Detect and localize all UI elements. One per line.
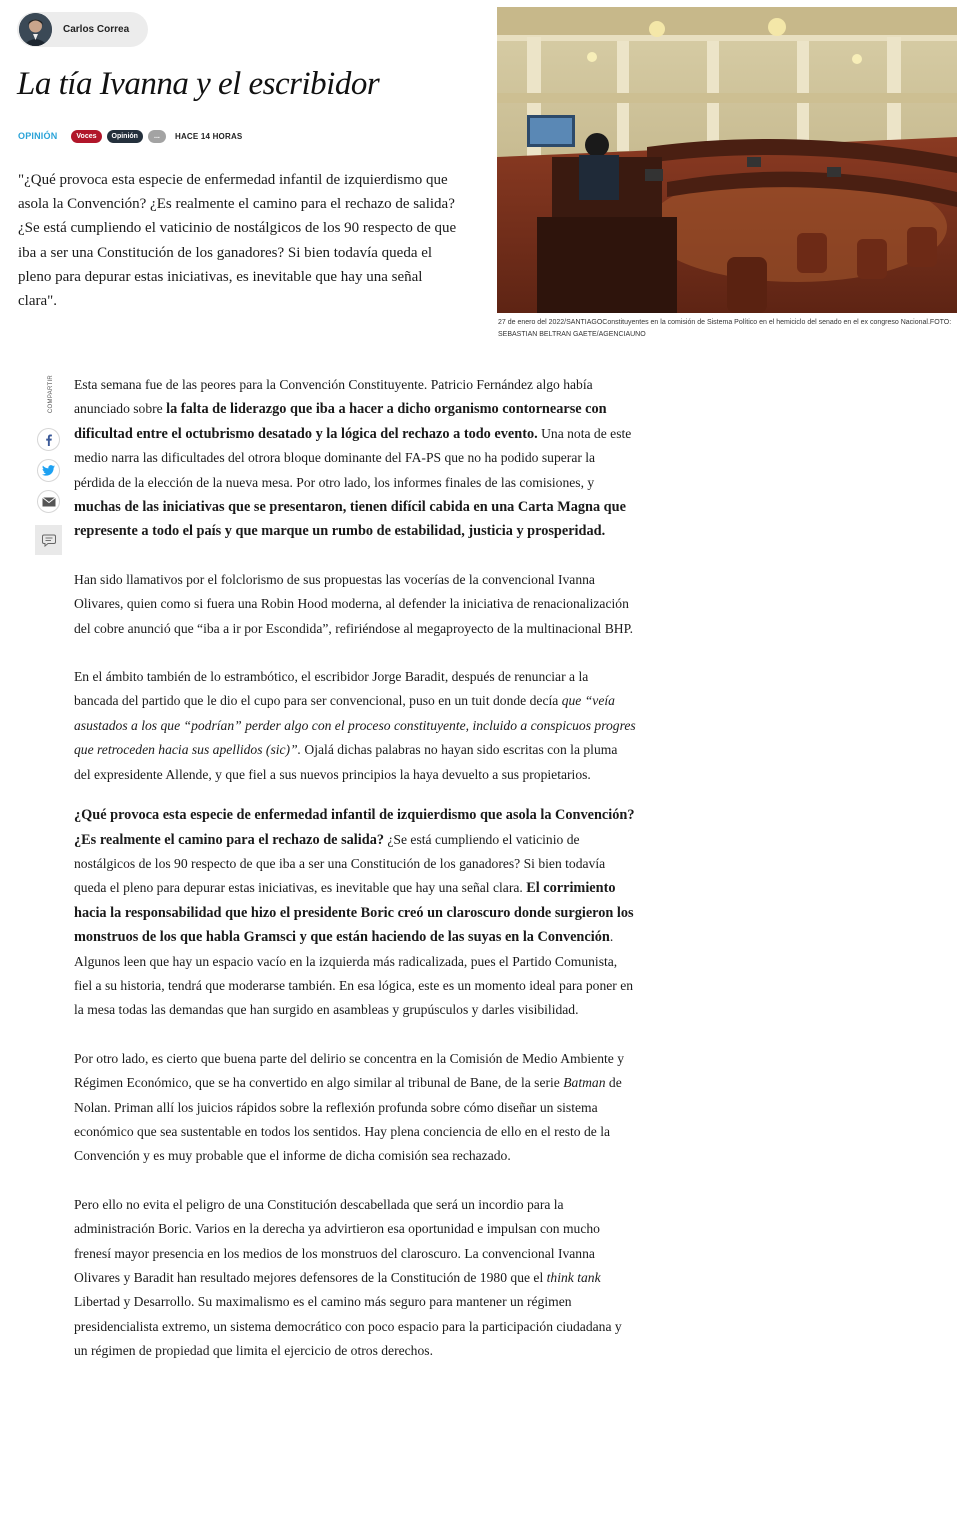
author-avatar <box>19 13 52 46</box>
article-lead: "¿Qué provoca esta especie de enfermedad infantil de izquierdismo que asola la Convención? ¿Es realmente el camino para el rechazo de salida? ¿Se está cumpliendo el vaticinio de nostálgicos de los 90 respecto de que iba a ser una Constitución de los ganadores? Si bien todavía queda el pleno para depurar estas iniciativas, es inevitable que hay una señal clara". <box>18 172 457 310</box>
publish-time: HACE 14 HORAS <box>174 131 243 141</box>
paragraph-1: Esta semana fue de las peores para la Convención Constituyente. Patricio Fernández algo había anunciado sobre la falta de liderazgo que iba a hacer a dicho organismo contornearse con dificultad entre el octubrismo desatado y la lógica del rechazo a todo evento. Una nota de este medio narra las dificultades del otrora bloque dominante del FA-PS que no ha podido superar la pérdida de la elección de la nueva mesa. Por otro lado, los informes finales de las comisiones, y muchas de las iniciativas que se presentaron, tienen difícil cabida en una Carta Magna que represente a todo el país y que marque un rumbo de estabilidad, justicia y prosperidad. <box>74 377 632 540</box>
section-link[interactable]: OPINIÓN <box>18 131 58 141</box>
photo-caption: 27 de enero del 2022/SANTIAGOConstituyentes en la comisión de Sistema Político en el hemiciclo del senado en el ex congreso Nacional.FOTO: SEBASTIAN BELTRAN GAETE/AGENCIAUNO <box>498 319 952 338</box>
article-meta <box>18 128 242 144</box>
paragraph-5: Por otro lado, es cierto que buena parte del delirio se concentra en la Comisión de Medio Ambiente y Régimen Económico, que se ha convertido en algo similar al tribunal de Bane, de la serie Batman de Nolan. Priman allí los juicios rápidos sobre la reflexión profunda sobre cómo diseñar un sistema económico que sea sustentable en todos los sentidos. Hay plena conciencia de ello en el resto de la Convención y es muy probable que el informe de dicha comisión sea rechazado. <box>74 1050 625 1164</box>
paragraph-4: ¿Qué provoca esta especie de enfermedad infantil de izquierdismo que asola la Convención? ¿Es realmente el camino para el rechazo de salida? ¿Se está cumpliendo el vaticinio de nostálgicos de los 90 respecto de que iba a ser una Constitución de los ganadores? Si bien todavía queda el pleno para depurar estas iniciativas, es inevitable que hay una señal clara. El corrimiento hacia la responsabilidad que hizo el presidente Boric creó un claroscuro donde surgieron los monstruos de los que habla Gramsci y que están haciendo de las suyas en la Convención. Algunos leen que hay un espacio vacío en la izquierda más radicalizada, pues el Partido Comunista, fiel a su historia, tendrá que moderarse también. En esa lógica, este es un momento ideal para poner en la mesa todas las demandas que han surgido en asambleas y grupúsculos y darles visibilidad. <box>74 807 635 1018</box>
article-title: La tía Ivanna y el escribidor <box>17 66 380 102</box>
comment-icon <box>42 534 56 547</box>
tag-opinion[interactable]: Opinión <box>107 130 143 143</box>
article-body <box>74 373 636 1388</box>
twitter-icon <box>42 465 55 476</box>
twitter-share-button[interactable] <box>37 459 60 482</box>
comment-button[interactable] <box>35 525 62 555</box>
mail-icon <box>42 497 56 507</box>
author-name[interactable]: Carlos Correa <box>63 24 130 35</box>
article-photo <box>497 7 957 313</box>
facebook-icon <box>43 434 55 446</box>
author-chip[interactable] <box>17 12 148 47</box>
facebook-share-button[interactable] <box>37 428 60 451</box>
paragraph-2: Han sido llamativos por el folclorismo de sus propuestas las vocerías de la convencional Ivanna Olivares, quien como si fuera una Robin Hood moderna, al defender la iniciativa de renacionalización del cobre anunció que “iba a ir por Escondida”, refiriéndose al megaproyecto de la multinacional BHP. <box>74 571 634 636</box>
share-label: COMPARTIR <box>48 374 54 414</box>
paragraph-3: En el ámbito también de lo estrambótico, el escribidor Jorge Baradit, después de renunciar a la bancada del partido que le dio el cupo para ser convencional, puso en un tuit donde decía que “veía asustados a los que “podrían” perder algo con el proceso constituyente, incluido a conspicuos progres que retroceden hacia sus apellidos (sic)”. Ojalá dichas palabras no hayan sido escritas con la pluma del expresidente Allende, y que fiel a sus nuevos principios la haya devuelto a sus propietarios. <box>74 669 636 782</box>
tag-voces[interactable]: Voces <box>71 130 101 143</box>
mail-share-button[interactable] <box>37 490 60 513</box>
paragraph-6: Pero ello no evita el peligro de una Constitución descabellada que será un incordio para la administración Boric. Varios en la derecha ya advirtieron esa oportunidad e impulsan con mucho frenesí mayor presencia en los medios de los monstruos del claroscuro. La convencional Ivanna Olivares y Baradit han resultado mejores defensores de la Constitución de 1980 que el think tank Libertad y Desarrollo. Su maximalismo es el camino más seguro para mantener un régimen presidencialista extremo, un sistema democrático con poco espacio para la participación ciudadana y un régimen de propiedad que limita el ejercicio de otros derechos. <box>74 1196 622 1359</box>
tag-more[interactable]: ... <box>148 130 166 143</box>
